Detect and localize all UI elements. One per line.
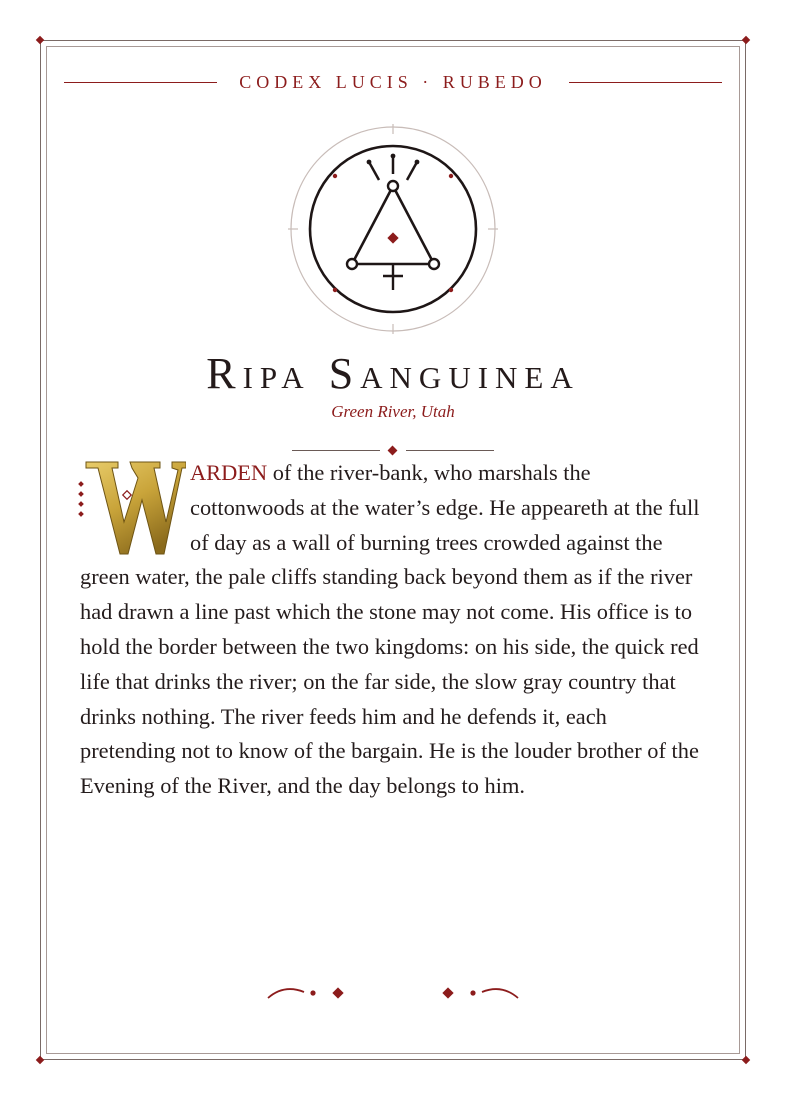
header-rule-left: [64, 82, 217, 83]
title-divider: [292, 444, 494, 456]
header-title: CODEX LUCIS · RUBEDO: [239, 71, 547, 92]
dropcap-graphic: [76, 456, 186, 560]
body-text: of the river-bank, who marshals the cottonwoods at the water’s edge. He appeareth at the full of day as a wall of burning trees crowded against the green water, the pale cliffs standing back beyond them as if the river had drawn a line past which the stone may not come. His office is to hold the border between the two kingdoms: on his side, the quick red life that drinks the river; on the far side, the slow gray country that drinks nothing. The river feeds him and he defends it, each pretending not to know of the bargain. He is the louder brother of the Evening of the River, and the day belongs to him.: [80, 460, 700, 799]
body-paragraph: [80, 456, 708, 804]
header-rule-right: [569, 82, 722, 83]
gilded-w-icon: [76, 456, 186, 560]
header: [64, 68, 722, 96]
lead-word: ARDEN: [190, 460, 268, 485]
triangle-sigil-icon: [288, 124, 498, 334]
flourish-ornament-icon: [264, 978, 522, 1008]
page-title: Ripa Sanguinea: [206, 349, 580, 398]
corner-diamond-icon: [742, 1056, 750, 1064]
page-subtitle: Green River, Utah: [331, 402, 455, 421]
